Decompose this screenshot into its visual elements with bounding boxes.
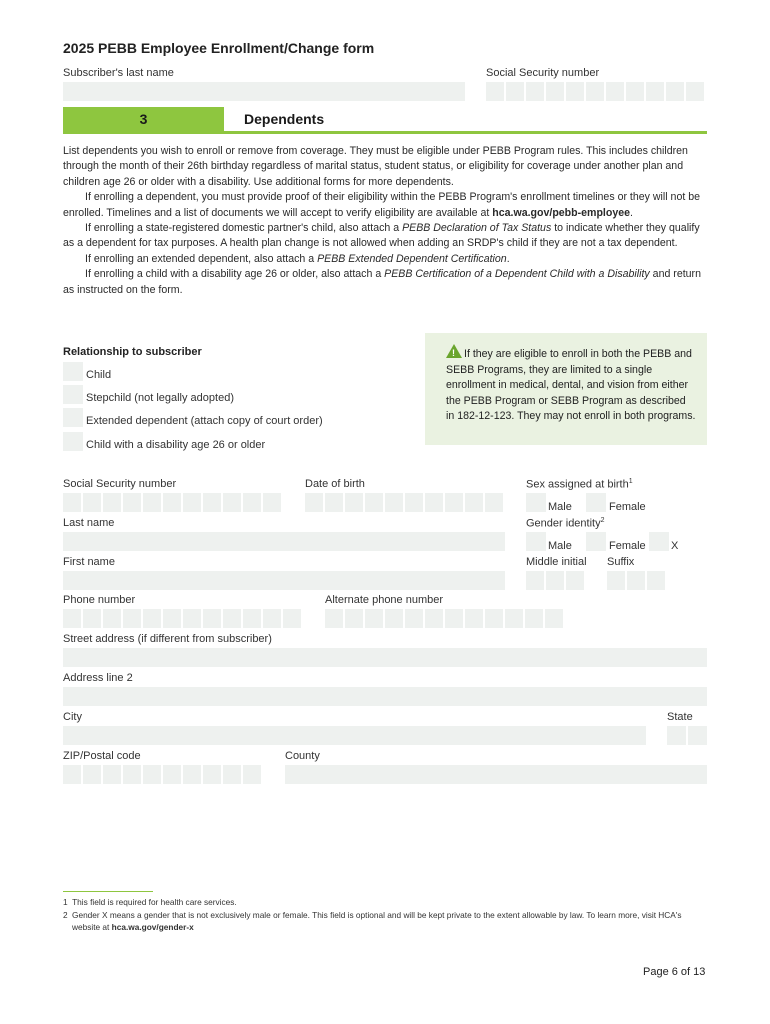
dob-digit-cell[interactable] <box>465 493 483 512</box>
ssn-digit-cell[interactable] <box>143 493 161 512</box>
instructions-p5: If enrolling a child with a disability age 26 or older, also attach a PEBB Certification of a Dependent Child with a Disability and return as instructed on the form. <box>63 268 701 296</box>
zip-digit-cell[interactable] <box>83 765 101 784</box>
phone-digit-cell[interactable] <box>223 609 241 628</box>
street-label: Street address (if different from subscriber) <box>63 633 272 645</box>
suffix-label: Suffix <box>607 556 635 568</box>
ssn-digit-cell[interactable] <box>646 82 664 101</box>
eligibility-note <box>425 333 707 445</box>
alt-phone-digit-cell[interactable] <box>425 609 443 628</box>
phone-digit-cell[interactable] <box>63 609 81 628</box>
section-title: Dependents <box>244 111 325 127</box>
gender-female-label: Female <box>609 540 646 552</box>
dob-digit-cell[interactable] <box>365 493 383 512</box>
suffix-cell[interactable] <box>647 571 665 590</box>
dependent-ssn-field[interactable] <box>63 493 281 512</box>
sex-label: Sex assigned at birth$^1$ <box>526 478 633 491</box>
middle-initial-cell[interactable] <box>566 571 584 590</box>
gender-male-label: Male <box>548 540 572 552</box>
phone-digit-cell[interactable] <box>143 609 161 628</box>
relationship-disability-label: Child with a disability age 26 or older <box>86 439 266 451</box>
dob-digit-cell[interactable] <box>485 493 503 512</box>
phone-digit-cell[interactable] <box>123 609 141 628</box>
gender-footnote-marker: 2 <box>600 517 605 524</box>
ssn-digit-cell[interactable] <box>83 493 101 512</box>
phone-field[interactable] <box>63 609 301 628</box>
alt-phone-digit-cell[interactable] <box>505 609 523 628</box>
city-label: City <box>63 711 82 723</box>
phone-digit-cell[interactable] <box>163 609 181 628</box>
ssn-digit-cell[interactable] <box>223 493 241 512</box>
county-label: County <box>285 750 320 762</box>
sex-footnote-marker: 1 <box>628 478 633 485</box>
address2-label: Address line 2 <box>63 672 133 684</box>
alt-phone-digit-cell[interactable] <box>525 609 543 628</box>
sex-male-label: Male <box>548 501 572 513</box>
footnote-divider <box>63 891 153 892</box>
page-number: Page 6 of 13 <box>643 966 706 978</box>
ssn-digit-cell[interactable] <box>183 493 201 512</box>
state-cell[interactable] <box>688 726 707 745</box>
sex-female-checkbox[interactable] <box>586 493 606 512</box>
phone-digit-cell[interactable] <box>183 609 201 628</box>
alt-phone-field[interactable] <box>325 609 563 628</box>
county-field[interactable] <box>285 765 707 784</box>
relationship-heading: Relationship to subscriber <box>63 346 202 358</box>
relationship-child-checkbox[interactable] <box>63 362 83 381</box>
middle-initial-label: Middle initial <box>526 556 587 568</box>
alt-phone-digit-cell[interactable] <box>385 609 403 628</box>
dob-digit-cell[interactable] <box>325 493 343 512</box>
dob-label: Date of birth <box>305 478 365 490</box>
last-name-field[interactable] <box>63 532 505 551</box>
alt-phone-digit-cell[interactable] <box>325 609 343 628</box>
instructions-p2: If enrolling a dependent, you must provide proof of their eligibility within the PEBB Program's enrollment timelines or they will not be enrolled. Timelines and a list of documents we will accept to verify eligibility are available at hca.wa.gov/pebb-employee. <box>63 191 701 219</box>
sex-male-checkbox[interactable] <box>526 493 546 512</box>
ssn-digit-cell[interactable] <box>123 493 141 512</box>
ssn-digit-cell[interactable] <box>506 82 524 101</box>
suffix-field[interactable] <box>607 571 665 590</box>
first-name-label: First name <box>63 556 115 568</box>
dob-digit-cell[interactable] <box>405 493 423 512</box>
phone-label: Phone number <box>63 594 136 606</box>
gender-x-link[interactable]: hca.wa.gov/gender-x <box>111 922 194 932</box>
ssn-digit-cell[interactable] <box>626 82 644 101</box>
ssn-digit-cell[interactable] <box>243 493 261 512</box>
middle-initial-cell[interactable] <box>526 571 544 590</box>
eligibility-link[interactable]: hca.wa.gov/pebb-employee <box>492 206 631 219</box>
alt-phone-digit-cell[interactable] <box>405 609 423 628</box>
state-label: State <box>667 711 693 723</box>
instructions-p4: If enrolling an extended dependent, also attach a PEBB Extended Dependent Certification. <box>85 252 510 265</box>
sex-female-label: Female <box>609 501 646 513</box>
suffix-cell[interactable] <box>607 571 625 590</box>
relationship-disability-checkbox[interactable] <box>63 432 83 451</box>
relationship-extended-label: Extended dependent (attach copy of court order) <box>86 415 323 427</box>
phone-digit-cell[interactable] <box>103 609 121 628</box>
note-text: If they are eligible to enroll in both the PEBB and SEBB Programs, they are limited to a single enrollment in medical, dental, and vision from either the PEBB Program or SEBB Program as described in 182-12-123. They may not enroll in both programs. <box>446 348 696 423</box>
section-number: 3 <box>63 107 224 131</box>
gender-female-checkbox[interactable] <box>586 532 606 551</box>
dependent-ssn-label: Social Security number <box>63 478 177 490</box>
zip-digit-cell[interactable] <box>163 765 181 784</box>
ssn-digit-cell[interactable] <box>486 82 504 101</box>
phone-digit-cell[interactable] <box>263 609 281 628</box>
zip-digit-cell[interactable] <box>143 765 161 784</box>
last-name-label: Last name <box>63 517 115 529</box>
ssn-digit-cell[interactable] <box>566 82 584 101</box>
form-title: 2025 PEBB Employee Enrollment/Change form <box>63 40 375 56</box>
alt-phone-digit-cell[interactable] <box>465 609 483 628</box>
ssn-digit-cell[interactable] <box>526 82 544 101</box>
zip-digit-cell[interactable] <box>63 765 81 784</box>
dob-digit-cell[interactable] <box>385 493 403 512</box>
gender-label: Gender identity$^2$ <box>526 517 605 530</box>
instructions <box>63 144 708 298</box>
zip-digit-cell[interactable] <box>123 765 141 784</box>
zip-digit-cell[interactable] <box>103 765 121 784</box>
zip-digit-cell[interactable] <box>203 765 221 784</box>
phone-digit-cell[interactable] <box>203 609 221 628</box>
dob-digit-cell[interactable] <box>345 493 363 512</box>
zip-digit-cell[interactable] <box>243 765 261 784</box>
first-name-field[interactable] <box>63 571 505 590</box>
alt-phone-digit-cell[interactable] <box>445 609 463 628</box>
ssn-digit-cell[interactable] <box>163 493 181 512</box>
ssn-digit-cell[interactable] <box>686 82 704 101</box>
alt-phone-label: Alternate phone number <box>325 594 444 606</box>
footnote-1: 1 This field is required for health care services. <box>63 897 237 907</box>
address2-field[interactable] <box>63 687 707 706</box>
phone-digit-cell[interactable] <box>83 609 101 628</box>
gender-x-checkbox[interactable] <box>649 532 669 551</box>
middle-initial-cell[interactable] <box>546 571 564 590</box>
warning-icon: ! <box>446 344 462 358</box>
dob-digit-cell[interactable] <box>425 493 443 512</box>
ssn-digit-cell[interactable] <box>203 493 221 512</box>
zip-digit-cell[interactable] <box>223 765 241 784</box>
street-field[interactable] <box>63 648 707 667</box>
ssn-digit-cell[interactable] <box>586 82 604 101</box>
zip-label: ZIP/Postal code <box>63 750 141 762</box>
relationship-extended-checkbox[interactable] <box>63 408 83 427</box>
phone-digit-cell[interactable] <box>283 609 301 628</box>
instructions-p1: List dependents you wish to enroll or remove from coverage. They must be eligible under PEBB Program rules. This includes children through the month of their 26th birthday regardless of marital status, student status, or eligibility for coverage under another plan and children age 26 or older with a disability. Use additional forms for more dependents. <box>63 145 688 188</box>
relationship-stepchild-label: Stepchild (not legally adopted) <box>86 392 234 404</box>
ssn-digit-cell[interactable] <box>103 493 121 512</box>
relationship-child-label: Child <box>86 369 112 381</box>
gender-x-label: X <box>671 540 679 552</box>
ssn-digit-cell[interactable] <box>263 493 281 512</box>
state-cell[interactable] <box>667 726 686 745</box>
zip-digit-cell[interactable] <box>183 765 201 784</box>
ssn-digit-cell[interactable] <box>546 82 564 101</box>
alt-phone-digit-cell[interactable] <box>345 609 363 628</box>
subscriber-ssn-label: Social Security number <box>486 67 600 79</box>
subscriber-last-name-field[interactable] <box>63 82 465 101</box>
relationship-stepchild-checkbox[interactable] <box>63 385 83 404</box>
ssn-digit-cell[interactable] <box>606 82 624 101</box>
phone-digit-cell[interactable] <box>243 609 261 628</box>
state-field[interactable] <box>667 726 707 745</box>
subscriber-ssn-field[interactable] <box>486 82 704 101</box>
alt-phone-digit-cell[interactable] <box>545 609 563 628</box>
section-header <box>63 107 707 134</box>
suffix-cell[interactable] <box>627 571 645 590</box>
zip-field[interactable] <box>63 765 261 784</box>
alt-phone-digit-cell[interactable] <box>365 609 383 628</box>
city-field[interactable] <box>63 726 646 745</box>
subscriber-last-name-label: Subscriber's last name <box>63 67 174 79</box>
dob-field[interactable] <box>305 493 503 512</box>
alt-phone-digit-cell[interactable] <box>485 609 503 628</box>
gender-male-checkbox[interactable] <box>526 532 546 551</box>
dob-digit-cell[interactable] <box>305 493 323 512</box>
middle-initial-field[interactable] <box>526 571 584 590</box>
ssn-digit-cell[interactable] <box>666 82 684 101</box>
instructions-p3: If enrolling a state-registered domestic partner's child, also attach a PEBB Declaration of Tax Status to indicate whether they qualify as a dependent for tax purposes. A health plan change is not allowed when adding an SRDP's child if they are not a tax dependent. <box>63 222 700 250</box>
footnote-2: 2 Gender X means a gender that is not exclusively male or female. This field is optional and will be kept private to the extent allowable by law. To learn more, visit HCA's website at hca.wa.gov/gender-x <box>63 910 682 932</box>
ssn-digit-cell[interactable] <box>63 493 81 512</box>
dob-digit-cell[interactable] <box>445 493 463 512</box>
